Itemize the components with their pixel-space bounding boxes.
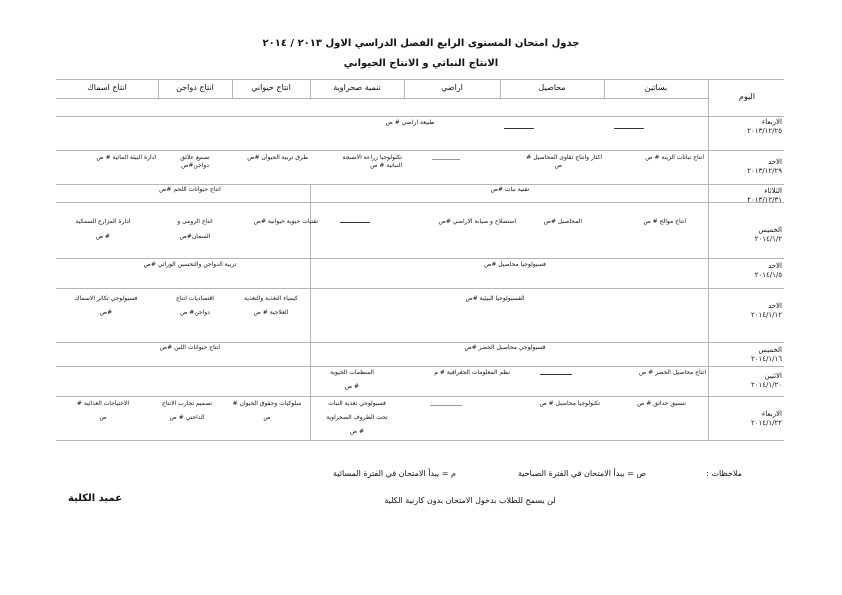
day-date: ٢٠١٤/١/٥: [754, 271, 782, 279]
day-name: الاربعاء: [761, 118, 782, 126]
exam-cell-line: ص: [554, 162, 562, 169]
note-morning: ص = يبدأ الامتحان في الفترة الصباحية: [518, 469, 646, 478]
exam-cell: الفسيولوجيا البيئية #ص: [465, 295, 525, 302]
no-exam-mark: [432, 159, 460, 160]
exam-cell: انتاج حيوانات اللبن #ص: [159, 344, 221, 351]
row-separator: [56, 366, 784, 367]
exam-cell: انتاج محاصيل الخضر # ص: [638, 369, 706, 376]
exam-cell-line: #ص: [99, 309, 113, 316]
exam-cell-line: دواجن# ص: [180, 309, 210, 316]
day-name: الاحد: [768, 302, 782, 310]
row-separator: [56, 150, 784, 151]
exam-cell: [234, 295, 308, 317]
day-date: ٢٠١٤/١/٢٠: [750, 381, 782, 389]
table-border-bottom: [56, 440, 784, 441]
exam-cell: انتاج موالح # ص: [643, 218, 686, 225]
day-name: الاثنين: [764, 372, 782, 380]
exam-cell-line: الاحتياجات الغذائية #: [76, 400, 130, 407]
row-separator: [56, 396, 784, 397]
exam-cell: طرق تربية الحيوان #ص: [247, 154, 308, 161]
exam-cell-line: سلوكيات وحقوق الحيوان #: [232, 400, 302, 407]
exam-cell: فسيولوجي محاصيل الخضر #ص: [464, 344, 546, 351]
exam-cell: تقنيات حيوية حيوانية #ص: [253, 218, 318, 225]
exam-cell: [312, 154, 402, 170]
col-header-desert: تنمية صحراوية: [333, 83, 381, 92]
exam-cell: [222, 400, 312, 422]
page-title: جدول امتحان المستوى الرابع الفصل الدراسي الاول ٢٠١٣ / ٢٠١٤: [262, 38, 580, 49]
day-cell-9: [712, 410, 782, 428]
col-header-basateen: بساتين: [644, 83, 668, 92]
exam-cell: المحاصيل #ص: [543, 218, 582, 225]
row-separator: [56, 342, 784, 343]
col-header-day: اليوم: [738, 92, 756, 101]
exam-cell-line: تكنولوجيا زراعة الانسجة: [342, 154, 402, 161]
exam-cell-line: الداجني # ص: [169, 414, 205, 421]
dean-signature-label: عميد الكلية: [67, 493, 123, 504]
exam-cell: [58, 295, 154, 317]
row-separator: [56, 288, 784, 289]
table-border-top: [56, 79, 784, 80]
day-cell-3: [712, 187, 782, 205]
exam-cell: انتاج حيوانات اللحم #ص: [159, 186, 221, 193]
day-date: ٢٠١٤/١/٢: [754, 235, 782, 243]
no-exam-mark: [504, 128, 534, 129]
note-id-card: لن يسمح للطلاب بدخول الامتحان بدون كارنية الكلية: [384, 496, 556, 505]
note-evening: م = يبدأ الامتحان في الفترة المسائية: [333, 469, 456, 478]
no-exam-mark: [540, 374, 572, 375]
day-name: الاحد: [768, 262, 782, 270]
exam-cell-line: # ص: [95, 233, 111, 240]
exam-cell-line: اقتصاديات انتاج: [176, 295, 214, 302]
plant-animal-divider: [310, 185, 311, 342]
exam-cell-line: ص: [263, 414, 271, 421]
day-cell-5: [712, 262, 782, 280]
exam-cell-line: السمان#ص: [179, 233, 211, 240]
day-date: ٢٠١٣/١٢/٢٩: [747, 167, 782, 175]
exam-cell: تكنولوجيا محاصيل # ص: [539, 400, 600, 407]
exam-cell-line: # ص: [344, 383, 360, 390]
day-cell-2: [712, 158, 782, 176]
row-separator: [56, 258, 784, 259]
col-header-animal: انتاج حيواني: [251, 83, 291, 92]
no-exam-mark: [340, 222, 370, 223]
col-header-mahaseel: محاصيل: [538, 83, 566, 92]
exam-cell-line: تحت الظروف الصحراوية: [326, 414, 388, 421]
exam-cell: تربية الدواجن والتحسين الوراثي #ص: [143, 261, 237, 268]
exam-cell-line: # ص: [349, 428, 365, 435]
day-date: ٢٠١٤/١/١٦: [750, 355, 782, 363]
exam-cell: [502, 154, 602, 170]
day-date: ٢٠١٤/١/١٢: [750, 311, 782, 319]
exam-cell: طبيعة اراضي # ص: [385, 119, 435, 126]
exam-cell-line: اكثار وانتاج تقاوى المحاصيل #: [526, 154, 602, 161]
exam-cell-line: فسيولوجي تغذية النبات: [328, 400, 386, 407]
col-header-poultry: انتاج دواجن: [176, 83, 214, 92]
day-date: ٢٠١٣/١٢/٢٥: [747, 127, 782, 135]
exam-cell: انتاج نباتات الزينة # ص: [645, 154, 704, 161]
exam-cell-line: تصنيع علائق: [180, 154, 210, 161]
day-date: ٢٠١٤/١/٢٢: [750, 419, 782, 427]
exam-cell-line: ص: [99, 414, 107, 421]
day-column-divider: [708, 80, 709, 440]
exam-cell-line: دواجن#ص: [181, 162, 209, 169]
exam-cell-line: النباتية # ص: [370, 162, 402, 169]
exam-cell: ادارة البيئة المائية # ص: [96, 154, 156, 161]
day-date: ٢٠١٣/١٢/٣١: [747, 196, 782, 204]
header-separator: [56, 98, 708, 99]
exam-cell-line: انتاج الرومى و: [177, 218, 213, 225]
plant-animal-divider: [310, 343, 311, 440]
exam-cell: [58, 400, 148, 422]
exam-cell-line: المنظمات الحيوية: [330, 369, 374, 376]
exam-cell: استصلاح و صيانة الاراضي #ص: [438, 218, 516, 225]
exam-cell: فسيولوجيا محاصيل #ص: [484, 261, 546, 268]
row-separator: [56, 202, 784, 203]
day-name: الخميس: [758, 346, 782, 354]
no-exam-mark: [614, 128, 644, 129]
exam-cell-line: العلاجية # ص: [253, 309, 289, 316]
row-separator: [56, 116, 784, 117]
day-name: الثلاثاء: [764, 187, 782, 195]
exam-cell: [160, 154, 230, 170]
day-name: الخميس: [758, 226, 782, 234]
day-cell-8: [712, 372, 782, 390]
day-cell-4: [712, 226, 782, 244]
exam-cell-line: كيمياء التغذية والتغذية: [244, 295, 298, 302]
exam-cell-line: فسيولوجي تكاثر الاسماك: [74, 295, 138, 302]
col-header-aradi: اراضي: [441, 83, 463, 92]
exam-cell: [160, 295, 230, 317]
exam-cell: [58, 218, 148, 241]
day-name: الاربعاء: [761, 410, 782, 418]
exam-cell: نظم المعلومات الجغرافية # م: [434, 369, 510, 376]
day-cell-7: [712, 346, 782, 364]
notes-label: ملاحظات :: [706, 469, 742, 478]
row-separator: [56, 184, 784, 185]
exam-cell: تقنية نبات #ص: [490, 186, 530, 193]
exam-cell-line: تصميم تجارب الانتاج: [161, 400, 213, 407]
exam-cell: [150, 400, 224, 422]
page-subtitle: الانتاج النباتي و الانتاج الحيواني: [343, 58, 499, 69]
day-cell-1: [712, 118, 782, 136]
exam-cell: [312, 369, 392, 391]
col-header-fish: انتاج اسماك: [87, 83, 127, 92]
exam-cell: [160, 218, 230, 241]
day-cell-6: [712, 302, 782, 320]
exam-cell: [312, 400, 402, 436]
no-exam-mark: [430, 405, 462, 406]
day-name: الاحد: [768, 158, 782, 166]
exam-cell: تنسيق حدائق # ص: [637, 400, 686, 407]
exam-cell-line: ادارة المزارع السمكية: [75, 218, 131, 225]
